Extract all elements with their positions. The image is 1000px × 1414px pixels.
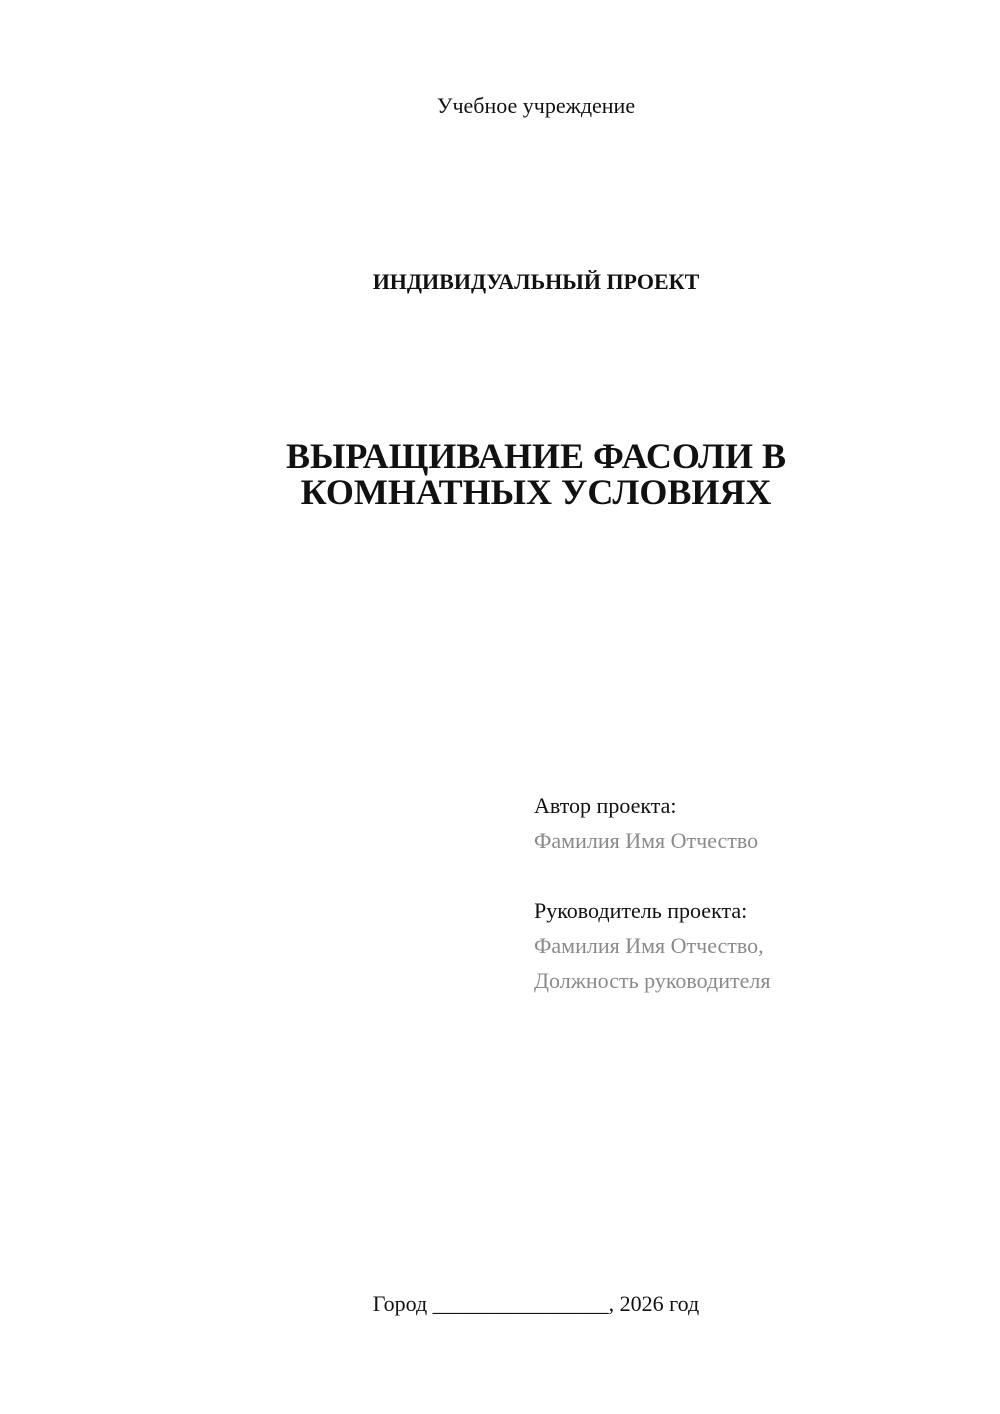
project-title: [0, 438, 1000, 510]
document-type: ИНДИВИДУАЛЬНЫЙ ПРОЕКТ: [372, 269, 700, 294]
author-label: Автор проекта:: [534, 793, 677, 818]
institution-name: Учебное учреждение: [436, 93, 636, 118]
project-title-line-1: ВЫРАЩИВАНИЕ ФАСОЛИ В: [286, 436, 786, 476]
spacer: [534, 858, 770, 893]
project-title-line-2: КОМНАТНЫХ УСЛОВИЯХ: [300, 472, 772, 512]
author-name: Фамилия Имя Отчество: [534, 828, 759, 853]
supervisor-position: Должность руководителя: [534, 968, 771, 993]
supervisor-label: Руководитель проекта:: [534, 898, 748, 923]
project-people-block: [534, 788, 770, 998]
supervisor-name: Фамилия Имя Отчество,: [534, 933, 764, 958]
city-year-line: Город ________________, 2026 год: [372, 1291, 700, 1316]
